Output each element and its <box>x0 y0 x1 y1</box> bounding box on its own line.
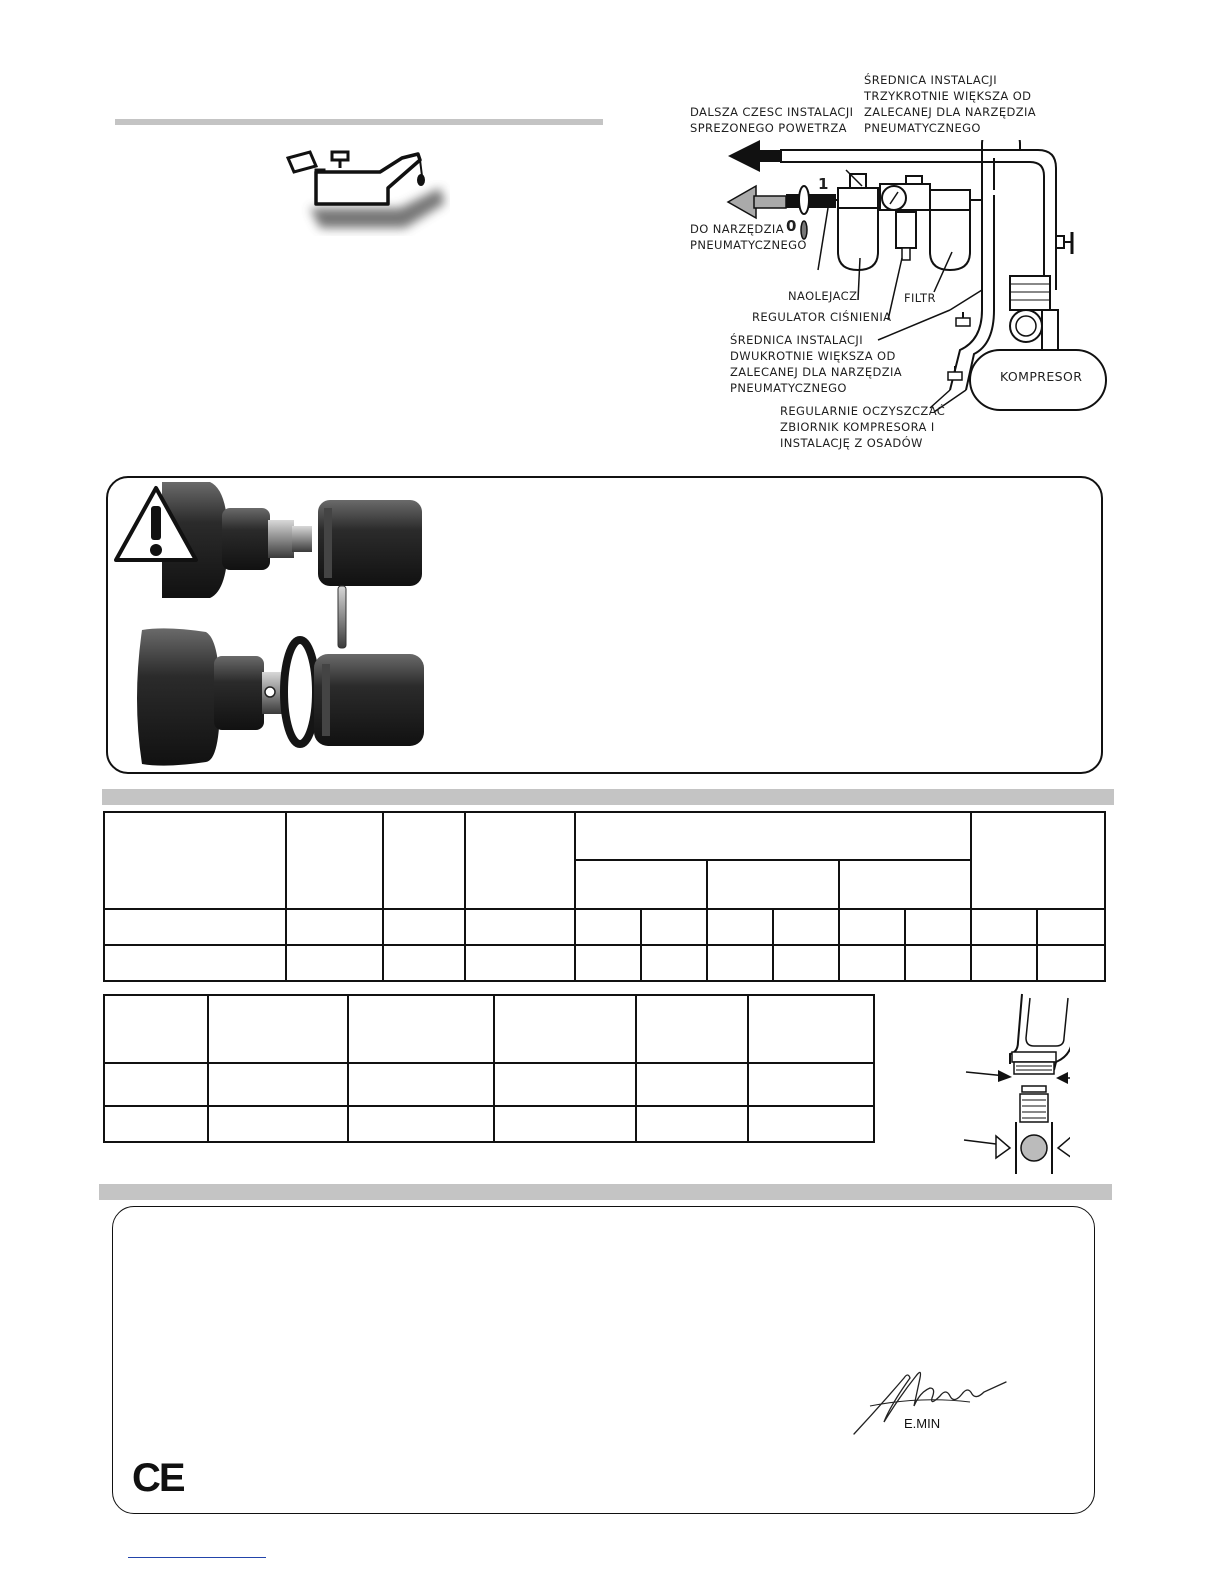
label-branch-diameter: ŚREDNICA INSTALACJI DWUKROTNIE WIĘKSZA OD ZALECANEJ DLA NARZĘDZIA PNEUMATYCZNEGO <box>730 333 903 395</box>
spec-cell <box>104 945 286 981</box>
specification-table <box>103 811 1106 982</box>
connection-table <box>103 994 875 1143</box>
spec-cell <box>971 909 1037 945</box>
spec-cell <box>465 945 575 981</box>
section-rule-declaration <box>99 1184 1112 1200</box>
valve-on-label: 1 <box>818 175 829 193</box>
tool-line-arrow <box>728 186 786 218</box>
ce-mark-icon: CE <box>132 1456 184 1500</box>
declaration-panel <box>112 1206 1095 1514</box>
conn-cell <box>636 1106 748 1142</box>
section-rule-top <box>115 119 603 125</box>
conn-cell <box>104 1106 208 1142</box>
air-inlet-drawing <box>960 990 1070 1176</box>
label-filter: FILTR <box>904 291 936 305</box>
spec-head-cell <box>575 812 971 860</box>
label-regulator: REGULATOR CIŚNIENIA <box>752 310 892 324</box>
conn-cell <box>748 1063 874 1106</box>
label-to-tool: DO NARZĘDZIA PNEUMATYCZNEGO <box>690 222 807 252</box>
spec-cell <box>383 909 465 945</box>
conn-cell <box>748 1106 874 1142</box>
conn-cell <box>348 1063 494 1106</box>
conn-cell <box>494 1063 636 1106</box>
conn-cell <box>494 1106 636 1142</box>
spec-cell <box>905 909 971 945</box>
label-main-diameter: ŚREDNICA INSTALACJI TRZYKROTNIE WIĘKSZA OD ZALECANEJ DLA NARZĘDZIA PNEUMATYCZNEGO <box>864 73 1037 135</box>
footer-link-underline <box>128 1557 266 1558</box>
label-main-line: DALSZA CZESC INSTALACJI SPREZONEGO POWETRZA <box>690 105 854 135</box>
conn-cell <box>104 1063 208 1106</box>
spec-head-cell <box>465 812 575 909</box>
spec-cell <box>971 945 1037 981</box>
spec-subhead-cell <box>707 860 839 909</box>
spec-cell <box>1037 909 1105 945</box>
spec-cell <box>707 909 773 945</box>
conn-head-cell <box>636 995 748 1063</box>
conn-head-cell <box>348 995 494 1063</box>
spec-cell <box>465 909 575 945</box>
spec-cell <box>641 909 707 945</box>
spec-cell <box>286 945 383 981</box>
spec-cell <box>905 945 971 981</box>
spec-cell <box>773 909 839 945</box>
spec-cell <box>383 945 465 981</box>
spec-head-cell <box>971 812 1105 909</box>
conn-cell <box>208 1063 348 1106</box>
conn-cell <box>636 1063 748 1106</box>
spec-cell <box>286 909 383 945</box>
valve-off-label: 0 <box>786 217 797 235</box>
label-lubricator: NAOLEJACZ <box>788 289 858 303</box>
warning-triangle-icon <box>112 484 200 564</box>
signature-name: E.MIN <box>904 1416 941 1431</box>
conn-cell <box>348 1106 494 1142</box>
conn-head-cell <box>494 995 636 1063</box>
main-line-arrow <box>728 140 782 172</box>
spec-cell <box>641 945 707 981</box>
section-rule-specs <box>102 789 1114 805</box>
spec-cell <box>707 945 773 981</box>
spec-cell <box>575 945 641 981</box>
spec-subhead-cell <box>575 860 707 909</box>
spec-cell <box>839 909 905 945</box>
spec-cell <box>575 909 641 945</box>
spec-head-cell <box>286 812 383 909</box>
spec-cell <box>839 945 905 981</box>
conn-head-cell <box>104 995 208 1063</box>
spec-head-cell <box>383 812 465 909</box>
conn-cell <box>208 1106 348 1142</box>
spec-cell <box>1037 945 1105 981</box>
spec-head-cell <box>104 812 286 909</box>
spec-cell <box>104 909 286 945</box>
spec-subhead-cell <box>839 860 971 909</box>
label-compressor: KOMPRESOR <box>1000 369 1083 384</box>
conn-head-cell <box>748 995 874 1063</box>
label-drain: REGULARNIE OCZYSZCZAĆ ZBIORNIK KOMPRESORA I INSTALACJĘ Z OSADÓW <box>780 404 946 450</box>
conn-head-cell <box>208 995 348 1063</box>
oil-can-icon <box>280 148 450 240</box>
spec-cell <box>773 945 839 981</box>
